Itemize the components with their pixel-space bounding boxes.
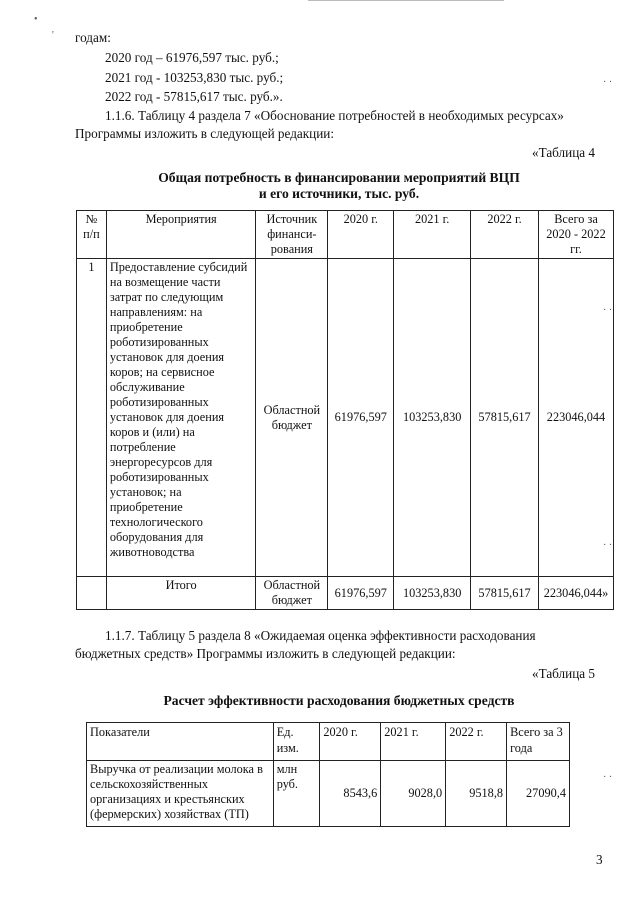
- value-total: 223046,044: [539, 259, 614, 577]
- table-row-total: [77, 577, 614, 610]
- empty-cell: [77, 577, 107, 610]
- col-header-2020: 2020 г.: [328, 211, 394, 259]
- table4-title: [75, 170, 603, 202]
- table5-title: Расчет эффективности расходования бюджетных средств: [163, 693, 515, 708]
- total-all: 223046,044»: [539, 577, 614, 610]
- intro-line-2: 2020 год – 61976,597 тыс. руб.;: [105, 50, 279, 65]
- table4-title-line-1: Общая потребность в финансировании мероприятий ВЦП: [158, 170, 520, 185]
- table-row: [77, 259, 614, 577]
- table5-header-row: [87, 723, 570, 761]
- intro-line-5: 1.1.6. Таблицу 4 раздела 7 «Обоснование потребностей в необходимых ресурсах»: [105, 108, 564, 123]
- col-header-num: № п/п: [77, 211, 107, 259]
- table-5: [86, 722, 570, 827]
- col-header-total: Всего за 2020 - 2022 гг.: [539, 211, 614, 259]
- value-2022: 9518,8: [446, 761, 507, 827]
- indicator-name: Выручка от реализации молока в сельскохозяйственных организациях и крестьянских (фермерских) хозяйствах (ТП): [87, 761, 274, 827]
- intro-line-1: годам:: [75, 30, 111, 45]
- col-header-2022: 2022 г.: [446, 723, 507, 761]
- total-2020: 61976,597: [328, 577, 394, 610]
- unit: млн руб.: [273, 761, 320, 827]
- value-2021: 103253,830: [394, 259, 471, 577]
- table5-label: «Таблица 5: [532, 666, 595, 681]
- value-2020: 61976,597: [328, 259, 394, 577]
- scan-speck: · ·: [603, 540, 613, 551]
- measure-description: Предоставление субсидий на возмещение части затрат по следующим направлениям: на приобретение роботизированных установок для доения коров; на сервисное обслуживание роботизированных установок для доения коров и (или) на потребление энергоресурсов для роботизированных установок; на приобретение технологического оборудования для животноводства: [106, 259, 256, 577]
- table4-label: «Таблица 4: [532, 145, 595, 160]
- funding-source: Областной бюджет: [256, 259, 328, 577]
- total-label: Итого: [106, 577, 256, 610]
- col-header-2022: 2022 г.: [471, 211, 539, 259]
- section-line-1: 1.1.7. Таблицу 5 раздела 8 «Ожидаемая оценка эффективности расходования: [105, 628, 536, 643]
- section-line-2: бюджетных средств» Программы изложить в следующей редакции:: [75, 646, 456, 661]
- page-number: 3: [596, 852, 603, 867]
- funding-source: Областной бюджет: [256, 577, 328, 610]
- col-header-measures: Мероприятия: [106, 211, 256, 259]
- scan-speck: •: [34, 14, 38, 25]
- value-2020: 8543,6: [320, 761, 381, 827]
- scan-speck: · ·: [603, 305, 613, 316]
- scan-speck: ': [52, 30, 54, 41]
- col-header-2020: 2020 г.: [320, 723, 381, 761]
- intro-line-3: 2021 год - 103253,830 тыс. руб.;: [105, 70, 284, 85]
- value-2022: 57815,617: [471, 259, 539, 577]
- col-header-total: Всего за 3 года: [507, 723, 570, 761]
- scan-speck: · ·: [603, 77, 613, 88]
- value-total: 27090,4: [507, 761, 570, 827]
- table-row: [87, 761, 570, 827]
- col-header-indicator: Показатели: [87, 723, 274, 761]
- intro-line-6: Программы изложить в следующей редакции:: [75, 126, 335, 141]
- table4-header-row: [77, 211, 614, 259]
- col-header-unit: Ед. изм.: [273, 723, 320, 761]
- row-number: 1: [77, 259, 107, 577]
- col-header-source: Источник финанси-рования: [256, 211, 328, 259]
- table-4: [76, 210, 614, 610]
- intro-line-4: 2022 год - 57815,617 тыс. руб.».: [105, 89, 283, 104]
- col-header-2021: 2021 г.: [381, 723, 446, 761]
- col-header-2021: 2021 г.: [394, 211, 471, 259]
- scan-artifact-line: [308, 0, 504, 1]
- total-2021: 103253,830: [394, 577, 471, 610]
- total-2022: 57815,617: [471, 577, 539, 610]
- value-2021: 9028,0: [381, 761, 446, 827]
- table4-title-line-2: и его источники, тыс. руб.: [258, 186, 420, 201]
- scan-speck: · ·: [603, 772, 613, 783]
